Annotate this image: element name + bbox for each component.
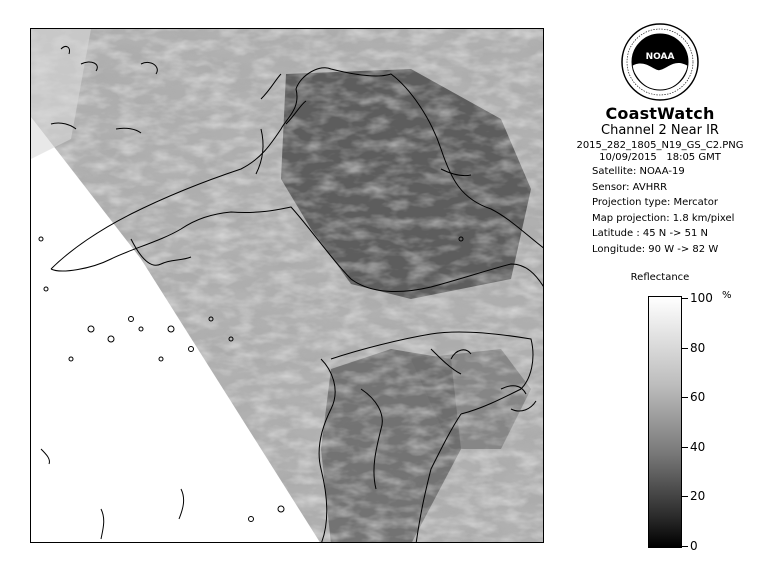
product-title: CoastWatch [605,104,715,123]
product-info [570,104,760,257]
satellite-map [30,28,544,543]
channel-subtitle: Channel 2 Near IR [601,123,719,138]
file-name: 2015_282_1805_N19_GS_C2.PNG [576,140,744,151]
date: 10/09/2015 [599,152,657,163]
map-canvas [31,29,544,543]
tick-label: 100 [690,291,713,305]
tick-mark [682,546,688,547]
time: 18:05 GMT [666,152,721,163]
colorbar-tick [682,440,705,454]
tick-label: 80 [690,340,706,355]
sensor-line: Sensor: AVHRR [592,181,668,193]
colorbar [648,296,682,548]
metadata-list [592,164,760,257]
colorbar-unit: % [722,290,732,301]
colorbar-tick [682,489,705,503]
tick-label: 40 [690,439,706,454]
date-time [570,152,750,163]
colorbar-tick [682,390,705,404]
tick-label: 0 [690,539,698,553]
tick-mark [682,348,688,349]
logo-text: NOAA [645,52,675,62]
colorbar-tick [682,341,705,355]
projection-type-line: Projection type: Mercator [592,197,718,208]
colorbar-tick [682,291,713,305]
satellite-line: Satellite: NOAA-19 [592,166,685,177]
tick-label: 60 [690,390,706,405]
tick-label: 20 [690,489,706,504]
noaa-emblem-icon [620,22,700,102]
tick-mark [682,447,688,448]
tick-mark [682,298,688,299]
colorbar-label: Reflectance [630,272,690,283]
colorbar-tick [682,539,698,553]
tick-mark [682,496,688,497]
longitude-line: Longitude: 90 W -> 82 W [592,243,719,255]
map-projection-line: Map projection: 1.8 km/pixel [592,212,735,224]
tick-mark [682,397,688,398]
noaa-logo [620,22,700,102]
latitude-line: Latitude : 45 N -> 51 N [592,228,708,239]
